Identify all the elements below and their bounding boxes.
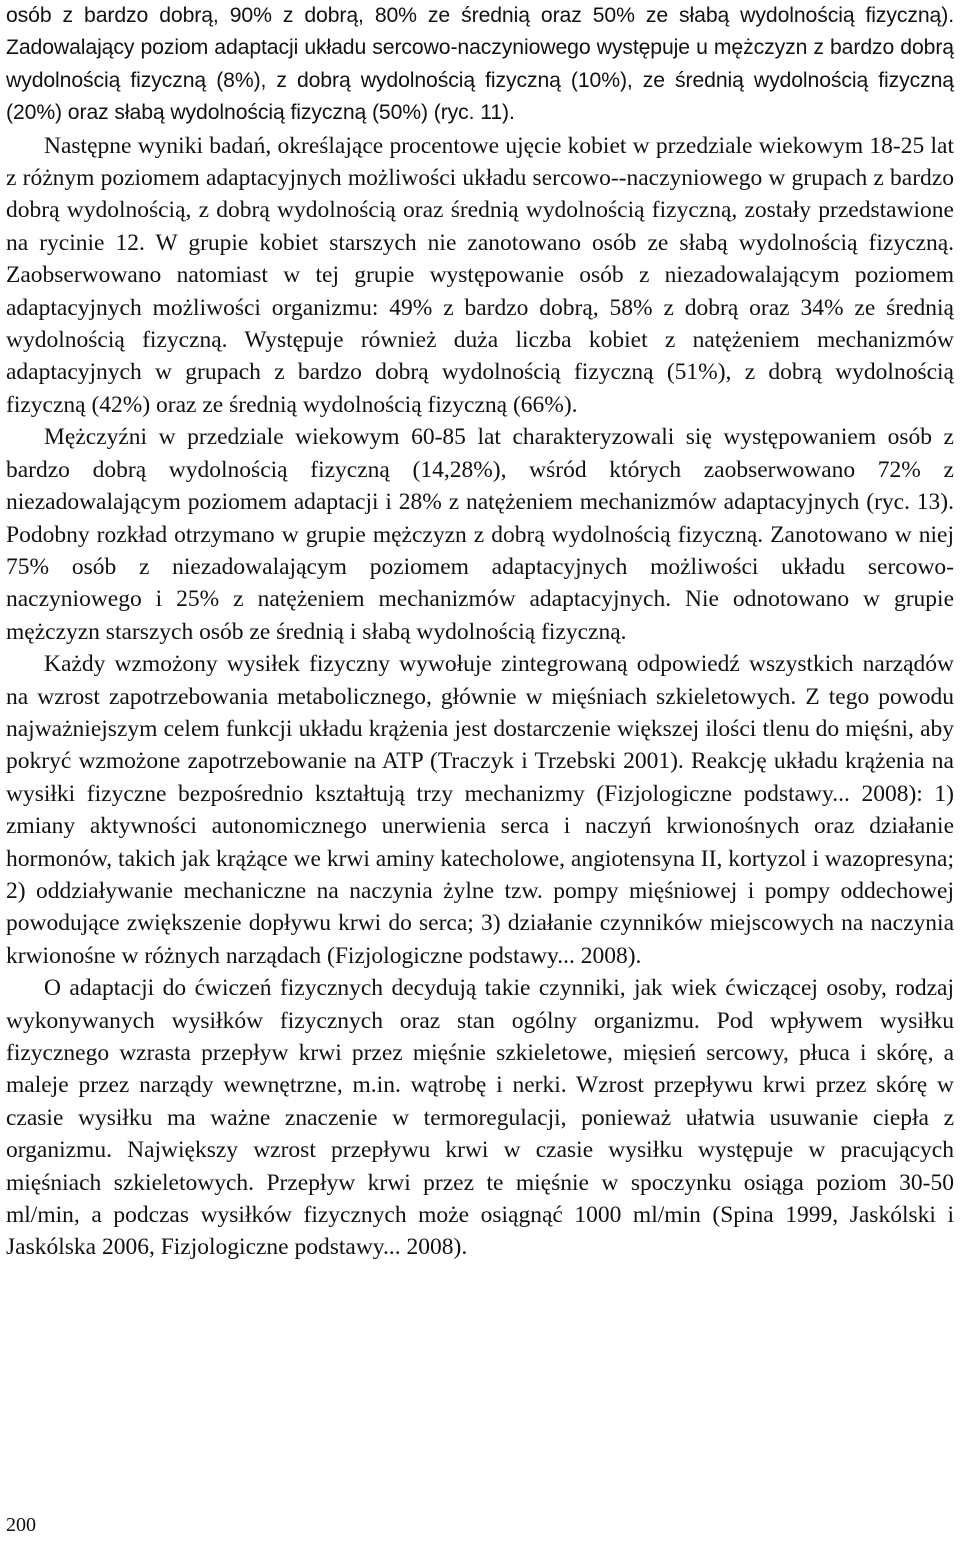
paragraph-men-60-85: Mężczyźni w przedziale wiekowym 60-85 lat charakteryzowali się występowaniem osób z bardzo dobrą wydolnością fizyczną (14,28%), wśród których zaobserwowano 72% z niezadowalającym poziomem adaptacji i 28% z natężeniem mechanizmów adaptacyjnych (ryc. 13). Podobny rozkład otrzymano w grupie mężczyzn z dobrą wydolnością fizyczną. Zanotowano w niej 75% osób z niezadowalającym poziomem adaptacyjnych możliwości układu sercowo-naczyniowego i 25% z natężeniem mechanizmów adaptacyjnych. Nie odnotowano w grupie mężczyzn starszych osób ze średnią i słabą wydolnością fizyczną. xyxy=(6,424,954,645)
page-number: 200 xyxy=(6,1514,36,1536)
body-text xyxy=(6,0,954,1264)
paragraph-exercise-adaptation: O adaptacji do ćwiczeń fizycznych decydują takie czynniki, jak wiek ćwiczącej osoby, rodzaj wykonywanych wysiłków fizycznych oraz stan ogólny organizmu. Pod wpływem wysiłku fizycznego wzrasta przepływ krwi przez mięśnie szkieletowe, mięsień sercowy, płuca i skórę, a maleje przez narządy wewnętrzne, m.in. wątrobę i nerki. Wzrost przepływu krwi przez skórę w czasie wysiłku ma ważne znaczenie w termoregulacji, ponieważ ułatwia usuwanie ciepła z organizmu. Największy wzrost przepływu krwi w czasie wysiłku występuje w pracujących mięśniach szkieletowych. Przepływ krwi przez te mięśnie w spoczynku osiąga poziom 30-50 ml/min, a podczas wysiłków fizycznych może osiągnąć 1000 ml/min (Spina 1999, Jaskólski i Jaskólska 2006, Fizjologiczne podstawy... 2008). xyxy=(6,975,954,1261)
paragraph-continuation: osób z bardzo dobrą, 90% z dobrą, 80% ze średnią oraz 50% ze słabą wydolnością fizyczną). Zadowalający poziom adaptacji układu sercowo-naczyniowego występuje u mężczyzn z bardzo dobrą wydolnością fizyczną (8%), z dobrą wydolnością fizyczną (10%), ze średnią wydolnością fizyczną (20%) oraz słabą wydolnością fizyczną (50%) (ryc. 11). xyxy=(6,4,954,125)
document-page xyxy=(6,0,954,1264)
paragraph-women-18-25: Następne wyniki badań, określające procentowe ujęcie kobiet w przedziale wiekowym 18-25 lat z różnym poziomem adaptacyjnych możliwości układu sercowo--naczyniowego w grupach z bardzo dobrą wydolnością, z dobrą wydolnością oraz średnią wydolnością fizyczną, zostały przedstawione na rycinie 12. W grupie kobiet starszych nie zanotowano osób ze słabą wydolnością fizyczną. Zaobserwowano natomiast w tej grupie występowanie osób z niezadowalającym poziomem adaptacyjnych możliwości organizmu: 49% z bardzo dobrą, 58% z dobrą oraz 34% ze średnią wydolnością fizyczną. Występuje również duża liczba kobiet z natężeniem mechanizmów adaptacyjnych w grupach z bardzo dobrą wydolnością fizyczną (51%), z dobrą wydolnością fizyczną (42%) oraz ze średnią wydolnością fizyczną (66%). xyxy=(6,132,954,418)
paragraph-circulation-mechanisms: Każdy wzmożony wysiłek fizyczny wywołuje zintegrowaną odpowiedź wszystkich narządów na wzrost zapotrzebowania metabolicznego, głównie w mięśniach szkieletowych. Z tego powodu najważniejszym celem funkcji układu krążenia jest dostarczenie większej ilości tlenu do mięśni, aby pokryć wzmożone zapotrzebowanie na ATP (Traczyk i Trzebski 2001). Reakcję układu krążenia na wysiłki fizyczne bezpośrednio kształtują trzy mechanizmy (Fizjologiczne podstawy... 2008): 1) zmiany aktywności autonomicznego unerwienia serca i naczyń krwionośnych oraz działanie hormonów, takich jak krążące we krwi aminy katecholowe, angiotensyna II, kortyzol i wazopresyna; 2) oddziaływanie mechaniczne na naczynia żylne tzw. pompy mięśniowej i pompy oddechowej powodujące zwiększenie dopływu krwi do serca; 3) działanie czynników miejscowych na naczynia krwionośne w różnych narządach (Fizjologiczne podstawy... 2008). xyxy=(6,651,954,969)
